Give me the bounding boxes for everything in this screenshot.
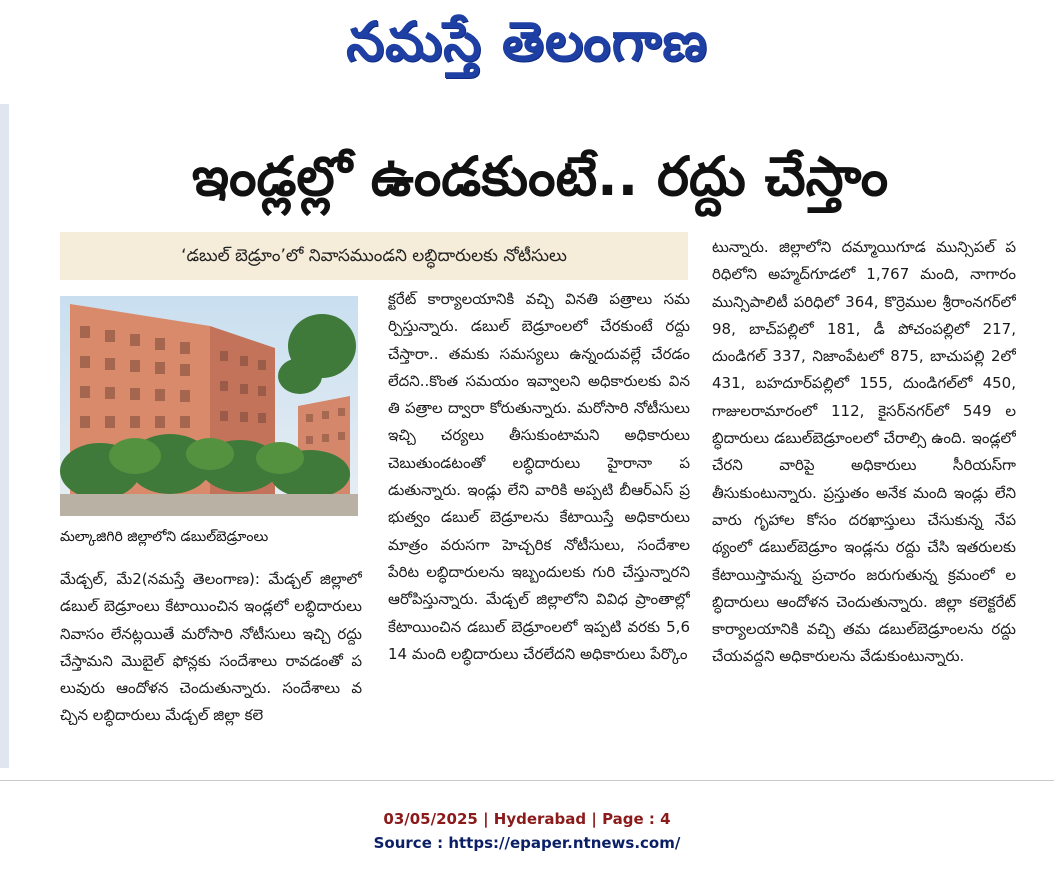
- footer-city: Hyderabad: [493, 810, 587, 828]
- apartment-buildings-illustration: [60, 296, 358, 516]
- article-photo: [60, 296, 358, 516]
- newspaper-masthead: నమస్తే తెలంగాణ: [346, 10, 708, 73]
- photo-caption: మల్కాజిగిరి జిల్లాలోని డబుల్‌బెడ్రూంలు: [60, 529, 269, 545]
- footer-divider: [0, 780, 1054, 781]
- article-column-3: టున్నారు. జిల్లాలోని దమ్మాయిగూడ మున్సిపల్ పరిధిలోని అహ్మద్‌గూడలో 1,767 మంది, నాగారం మున్సిపాలిటీ పరిధిలో 364, కొర్రెముల శ్రీరాంనగర్‌లో 98, బాచ్‌పల్లిలో 181, డీ పోచంపల్లిలో 217, దుండిగల్ 337, నిజాంపేటలో 875, బాచుపల్లి 2లో 431, బహదూర్‌పల్లిలో 155, దుండిగల్‌లో 450, గాజులరామారంలో 112, కైసర్‌నగర్‌లో 549 లబ్ధిదారులు డబుల్‌బెడ్రూంలలో చేరాల్సి ఉంది. ఇండ్లలో చేరని వారిపై అధికారులు సీరియస్‌గా తీసుకుంటున్నారు. ప్రస్తుతం అనేక మంది ఇండ్లు లేని వారు గృహాల కోసం దరఖాస్తులు చేసుకున్న నేపథ్యంలో డబుల్‌బెడ్రూం ఇండ్లను రద్దు చేసి ఇతరులకు కేటాయిస్తామన్న ప్రచారం జరుగుతున్న క్రమంలో లబ్ధిదారులు ఆందోళన చెందుతున్నారు. జిల్లా కలెక్టరేట్ కార్యాలయానికి వచ్చి తమ డబుల్‌బెడ్రూంలను రద్దు చేయవద్దని అధికారులను వేడుకుంటున్నారు.: [712, 238, 1016, 666]
- footer-page: Page : 4: [602, 810, 671, 828]
- footer-separator: |: [591, 810, 603, 828]
- page-edge-rule: [0, 104, 9, 768]
- footer-date: 03/05/2025: [383, 810, 478, 828]
- article-column-2: క్టరేట్ కార్యాలయానికి వచ్చి వినతి పత్రాలు సమర్పిస్తున్నారు. డబుల్ బెడ్రూంలలో చేరకుంటే రద్దు చేస్తారా.. తమకు సమస్యలు ఉన్నందువల్లే చేరడం లేదని..కొంత సమయం ఇవ్వాలని అధికారులకు వినతి పత్రాల ద్వారా కోరుతున్నారు. మరోసారి నోటీసులు ఇచ్చి చర్యలు తీసుకుంటామని అధికారులు చెబుతుండటంతో లబ్ధిదారులు హైరానా పడుతున్నారు. ఇండ్లు లేని వారికి అప్పటి బీఆర్ఎస్ ప్రభుత్వం డబుల్ బెడ్రూలను కేటాయిస్తే అధికారులు మాత్రం వరుసగా హెచ్చరిక నోటీసులు, సందేశాల పేరిట లబ్ధిదారులను ఇబ్బందులకు గురి చేస్తున్నారని ఆరోపిస్తున్నారు. మేడ్చల్ జిల్లాలోని వివిధ ప్రాంతాల్లో కేటాయించిన డబుల్ బెడ్రూంలలో ఇప్పటి వరకు 5,614 మంది లబ్ధిదారులు చేరలేదని అధికారులు పేర్కొం: [388, 290, 690, 663]
- article-headline: ఇండ్లల్లో ఉండకుంటే.. రద్దు చేస్తాం: [191, 145, 889, 208]
- footer-edition-info: [0, 810, 1054, 828]
- footer-separator: |: [483, 810, 494, 828]
- article-column-1: మేడ్చల్, మే2(నమస్తే తెలంగాణ): మేడ్చల్ జిల్లాలో డబుల్ బెడ్రూంలు కేటాయించిన ఇండ్లలో లబ్ధిదారులు నివాసం లేనట్లయితే మరోసారి నోటీసులు ఇచ్చి రద్దు చేస్తామని మొబైల్ ఫోన్లకు సందేశాలు రావడంతో పలువురు ఆందోళన చెందుతున్నారు. సందేశాలు వచ్చిన లబ్ధిదారులు మేడ్చల్ జిల్లా కలె: [60, 570, 362, 725]
- footer-source-link[interactable]: Source : https://epaper.ntnews.com/: [373, 834, 681, 852]
- article-subheadline: ‘డబుల్ బెడ్రూం’లో నివాసముండని లబ్ధిదారులకు నోటీసులు: [60, 232, 688, 280]
